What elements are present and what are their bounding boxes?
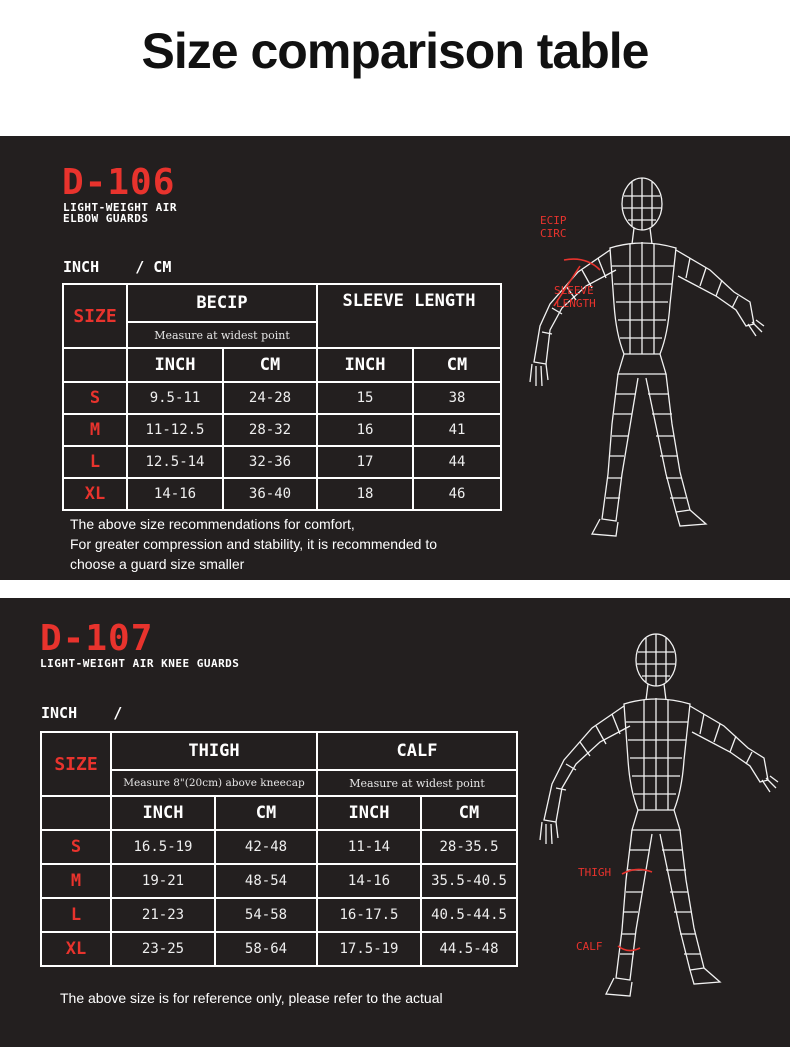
d107-cell: 11-14 (317, 830, 421, 864)
table-row (41, 932, 517, 966)
d106-cell: 14-16 (127, 478, 223, 510)
d106-sleeve-length-header: SLEEVE LENGTH (317, 284, 501, 348)
d106-cell: 11-12.5 (127, 414, 223, 446)
d107-col-header: CM (421, 796, 517, 830)
d107-subtitle: LIGHT-WEIGHT AIR KNEE GUARDS (40, 657, 240, 670)
d106-size-header: SIZE (63, 284, 127, 348)
d106-note-line3: choose a guard size smaller (70, 556, 245, 572)
wireframe-body-figure (530, 628, 780, 1018)
d106-size-header-spacer (63, 348, 127, 382)
d106-cell: 9.5-11 (127, 382, 223, 414)
d106-cell: 24-28 (223, 382, 317, 414)
d106-size-label: XL (63, 478, 127, 510)
d106-model-title: D-106 (62, 162, 176, 203)
d107-units-label: INCH / (41, 704, 123, 722)
table-row (41, 864, 517, 898)
d107-cell: 19-21 (111, 864, 215, 898)
d107-cell: 16.5-19 (111, 830, 215, 864)
d106-col-header: INCH (127, 348, 223, 382)
d106-note-line2: For greater compression and stability, it is recommended to (70, 536, 438, 552)
d106-figure-label-sleeve: SLEEVE (554, 284, 594, 297)
d106-cell: 46 (413, 478, 501, 510)
d107-col-header: INCH (111, 796, 215, 830)
d106-cell: 28-32 (223, 414, 317, 446)
d106-cell: 17 (317, 446, 413, 478)
d106-col-header: CM (413, 348, 501, 382)
d106-units-label: INCH / CM (63, 258, 172, 276)
d107-calf-note: Measure at widest point (317, 770, 517, 796)
d106-figure-label-length: LENGTH (556, 297, 596, 310)
d107-size-label: L (41, 898, 111, 932)
d107-cell: 17.5-19 (317, 932, 421, 966)
d107-note: The above size is for reference only, please refer to the actual (60, 990, 443, 1006)
d107-col-header: INCH (317, 796, 421, 830)
d106-cell: 44 (413, 446, 501, 478)
d107-cell: 14-16 (317, 864, 421, 898)
d106-size-label: S (63, 382, 127, 414)
d107-size-label: S (41, 830, 111, 864)
d107-figure-label-thigh: THIGH (578, 866, 612, 879)
d106-subtitle-line1: LIGHT-WEIGHT AIR (63, 201, 177, 214)
d107-cell: 35.5-40.5 (421, 864, 517, 898)
d107-cell: 16-17.5 (317, 898, 421, 932)
d106-becip-header: BECIP (127, 284, 317, 322)
d106-cell: 32-36 (223, 446, 317, 478)
d107-thigh-note: Measure 8"(20cm) above kneecap (111, 770, 317, 796)
d107-size-header-spacer (41, 796, 111, 830)
table-row (63, 382, 501, 414)
d106-cell: 38 (413, 382, 501, 414)
d106-note-line1: The above size recommendations for comfort, (70, 516, 355, 532)
d107-cell: 58-64 (215, 932, 317, 966)
d106-cell: 16 (317, 414, 413, 446)
d107-size-label: M (41, 864, 111, 898)
d107-cell: 44.5-48 (421, 932, 517, 966)
d107-size-label: XL (41, 932, 111, 966)
d107-col-header: CM (215, 796, 317, 830)
d107-figure-label-calf: CALF (576, 940, 603, 953)
d106-subtitle-line2: ELBOW GUARDS (63, 212, 149, 225)
d107-cell: 21-23 (111, 898, 215, 932)
d106-figure-label-circ: CIRC (540, 227, 567, 240)
d107-size-table (40, 731, 518, 967)
table-row (63, 478, 501, 510)
d106-size-label: L (63, 446, 127, 478)
d107-model-title: D-107 (40, 618, 154, 659)
d106-panel (0, 136, 790, 580)
d106-cell: 12.5-14 (127, 446, 223, 478)
d107-thigh-header: THIGH (111, 732, 317, 770)
d107-panel (0, 598, 790, 1047)
d107-cell: 42-48 (215, 830, 317, 864)
table-row (41, 898, 517, 932)
table-row (63, 446, 501, 478)
d107-cell: 28-35.5 (421, 830, 517, 864)
d106-figure-label-ecip: ECIP (540, 214, 567, 227)
table-row (63, 414, 501, 446)
d106-col-header: INCH (317, 348, 413, 382)
d107-size-header: SIZE (41, 732, 111, 796)
d106-col-header: CM (223, 348, 317, 382)
table-row (41, 830, 517, 864)
d107-calf-header: CALF (317, 732, 517, 770)
d106-cell: 41 (413, 414, 501, 446)
page-title: Size comparison table (141, 23, 649, 79)
d106-size-label: M (63, 414, 127, 446)
wireframe-body-figure (520, 174, 770, 554)
d106-cell: 36-40 (223, 478, 317, 510)
d107-cell: 48-54 (215, 864, 317, 898)
d106-becip-note: Measure at widest point (127, 322, 317, 348)
d106-cell: 18 (317, 478, 413, 510)
d107-cell: 54-58 (215, 898, 317, 932)
d107-cell: 40.5-44.5 (421, 898, 517, 932)
d106-cell: 15 (317, 382, 413, 414)
d107-cell: 23-25 (111, 932, 215, 966)
d106-size-table (62, 283, 502, 511)
